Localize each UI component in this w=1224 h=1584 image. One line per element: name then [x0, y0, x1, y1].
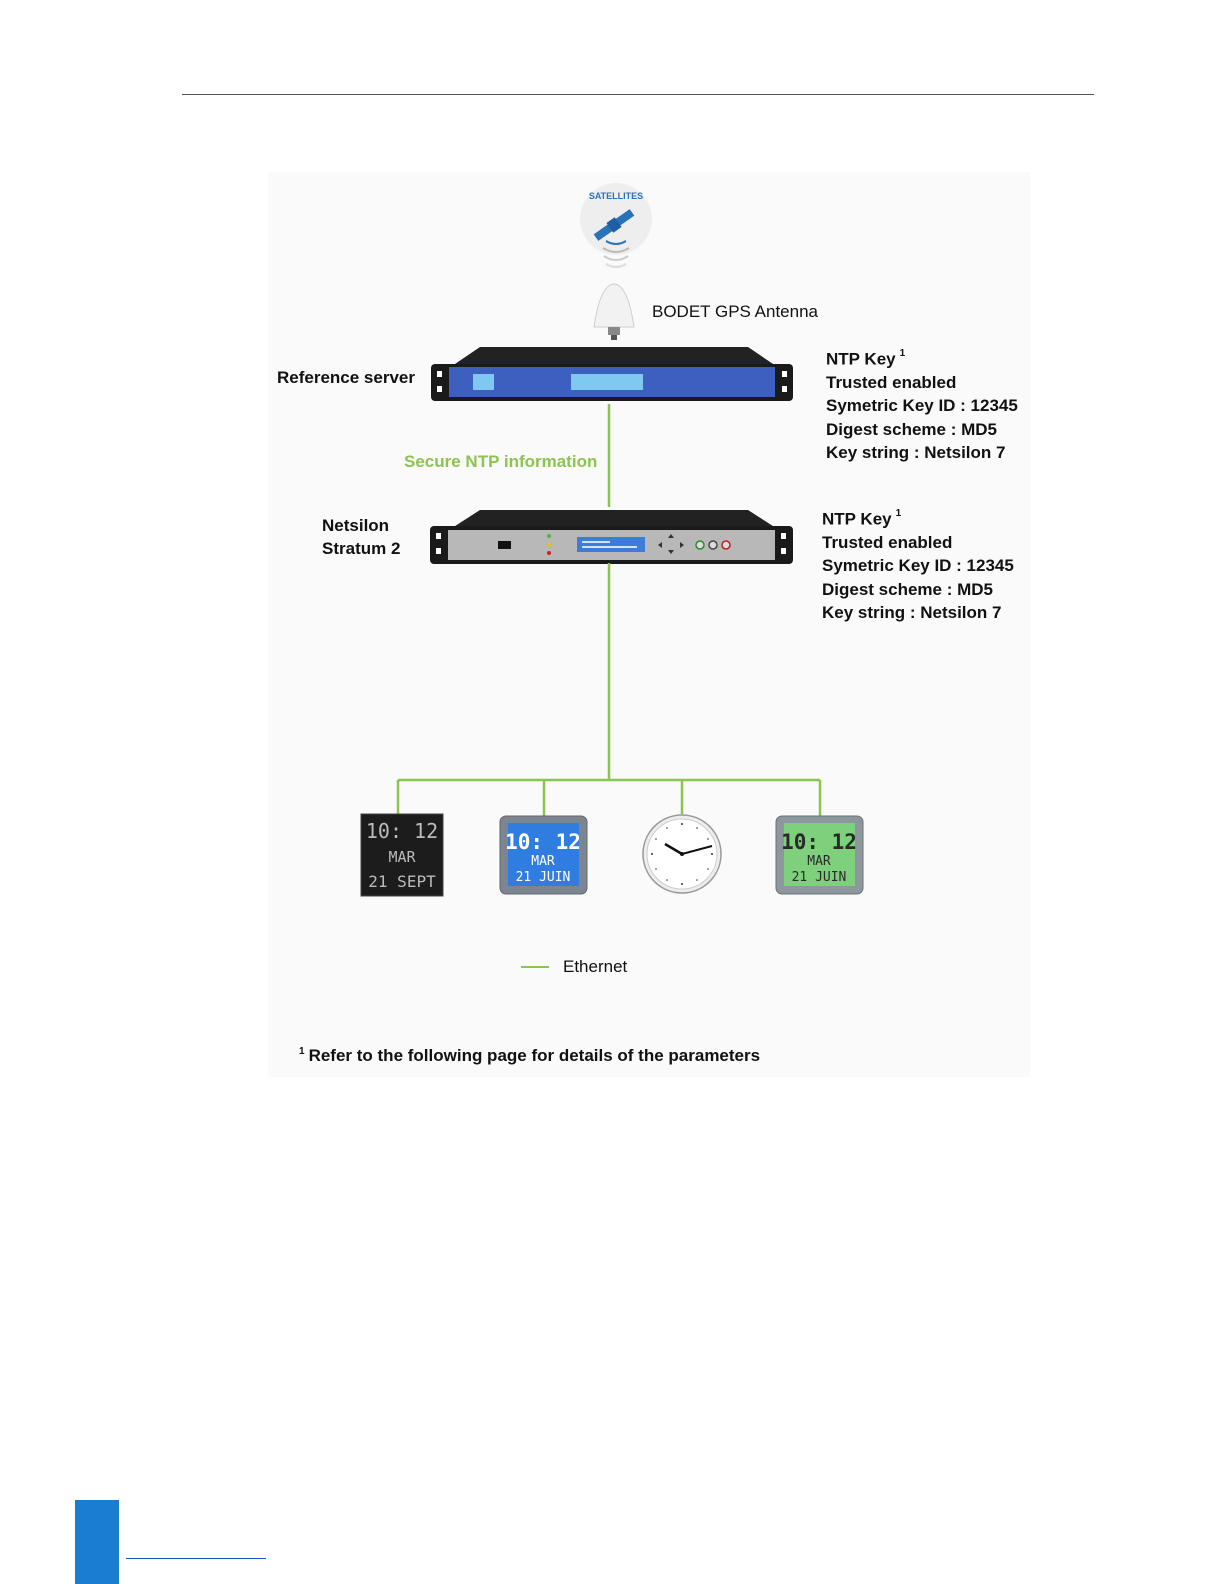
reference-ntp-key	[826, 344, 1018, 464]
gps-antenna-icon	[594, 284, 634, 340]
clock-1-date: 21 SEPT	[368, 872, 436, 891]
clock-4-day: MAR	[807, 854, 831, 869]
stratum-key-title: NTP Key	[822, 509, 892, 529]
ethernet-legend-label: Ethernet	[563, 957, 628, 976]
reference-key-footnote-mark: 1	[899, 348, 906, 359]
clock-2-date: 21 JUIN	[515, 870, 571, 885]
stratum-key-id: Symetric Key ID : 12345	[822, 556, 1014, 576]
stratum-server-icon	[430, 510, 793, 564]
footnote-mark: 1	[299, 1046, 305, 1058]
clock-2-day: MAR	[531, 854, 555, 869]
ethernet-legend-line	[521, 966, 549, 968]
page-tab-marker	[75, 1500, 119, 1584]
reference-key-digest: Digest scheme : MD5	[826, 419, 997, 439]
stratum-key-trusted: Trusted enabled	[822, 532, 953, 552]
antenna-label: BODET GPS Antenna	[652, 302, 818, 321]
stratum-key-string: Key string : Netsilon 7	[822, 602, 1002, 622]
satellites-label: SATELLITES	[588, 191, 644, 201]
reference-key-title: NTP Key	[826, 349, 896, 369]
secure-link-label: Secure NTP information	[404, 452, 598, 471]
footnote-text: Refer to the following page for details of the parameters	[308, 1046, 761, 1065]
blue-lcd-clock-icon	[500, 816, 587, 894]
reference-key-string: Key string : Netsilon 7	[826, 442, 1006, 462]
clock-4-time: 10: 12	[781, 830, 857, 854]
green-lcd-clock-icon	[776, 816, 863, 894]
clock-1-time: 10: 12	[365, 819, 439, 843]
satellite-icon	[580, 183, 652, 267]
led-clock-icon	[361, 814, 443, 896]
clock-2-time: 10: 12	[505, 830, 581, 854]
clock-4-date: 21 JUIN	[791, 870, 847, 885]
stratum-label-line1: Netsilon	[322, 516, 390, 535]
footer-link-underline[interactable]	[126, 1558, 266, 1559]
stratum-key-footnote-mark: 1	[895, 508, 902, 519]
reference-server-icon	[431, 347, 793, 401]
analog-clock-icon	[643, 815, 721, 893]
reference-server-label: Reference server	[277, 368, 415, 387]
clock-1-day: MAR	[388, 848, 416, 866]
footnote	[299, 1046, 760, 1066]
reference-key-id: Symetric Key ID : 12345	[826, 396, 1018, 416]
reference-key-trusted: Trusted enabled	[826, 372, 957, 392]
stratum-ntp-key	[822, 504, 1014, 624]
stratum-label-line2: Stratum 2	[322, 539, 401, 558]
stratum-key-digest: Digest scheme : MD5	[822, 579, 993, 599]
